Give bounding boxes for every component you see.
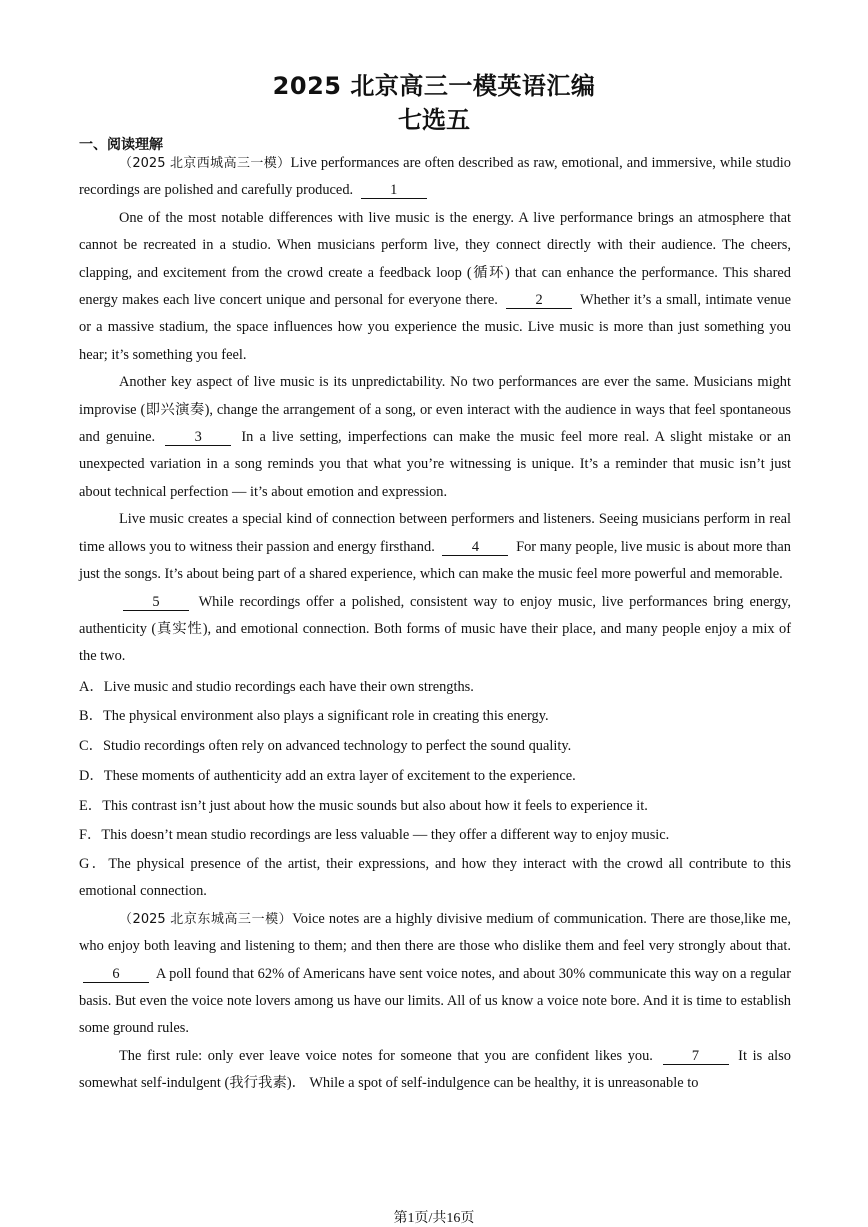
blank-5: 5 (123, 594, 189, 611)
passage1-paragraph-5 (79, 589, 791, 671)
passage-text: Whether it’s a small, intimate venue or a massive stadium, the space influences how you experience the music. Live music is more than just something you hear; it’s something you feel. (79, 292, 791, 363)
blank-6: 6 (83, 966, 149, 983)
option-letter: F． (79, 827, 102, 844)
passage-text: One of the most notable differences with live music is the energy. A live performance brings an atmosphere that cannot be recreated in a studio. When musicians perform live, they connect directly with their audience. The cheers, clapping, and excitement from the crowd create a feedback loop (循环) that can enhance the performance. This shared energy makes each live concert unique and personal for everyone there. (79, 209, 791, 309)
option-text: Live music and studio recordings each have their own strengths. (103, 678, 474, 695)
option-text: This contrast isn’t just about how the music sounds but also about how it feels to experience it. (102, 797, 648, 814)
option-letter: E． (79, 797, 103, 814)
passage-text: Another key aspect of live music is its unpredictability. No two performances are ever the same. Musicians might improvise (即兴演奏), change the arrangement of a song, or even interact with the audience in ways that feel spontaneous and genuine. (79, 374, 791, 446)
passage1-paragraph-3 (79, 369, 791, 506)
passage-text: The first rule: only ever leave voice notes for someone that you are confident likes you. (119, 1047, 653, 1064)
option-c (79, 732, 791, 762)
passage2-paragraph-2 (79, 1043, 791, 1098)
option-text: The physical presence of the artist, their expressions, and how they interact with the crowd all contribute to this emotional connection. (79, 855, 791, 900)
passage-text: Live performances are often described as raw, emotional, and immersive, while studio recordings are polished and carefully produced. (79, 155, 792, 199)
option-text: The physical environment also plays a significant role in creating this energy. (103, 708, 549, 725)
option-letter: C． (79, 738, 103, 755)
passage-text: It is also somewhat self-indulgent (我行我素)． While a spot of self-indulgence can be healthy, it is unreasonable to (79, 1047, 791, 1092)
blank-1: 1 (361, 182, 427, 199)
passage2-source: （2025 北京东城高三一模） (119, 911, 293, 927)
option-text: Studio recordings often rely on advanced technology to perfect the sound quality. (103, 738, 572, 755)
section-heading: 一、阅读理解 (79, 137, 163, 153)
option-letter: A． (79, 678, 104, 695)
option-a (79, 673, 791, 703)
passage1-intro (79, 150, 791, 205)
page-number: 第1页/共16页 (393, 1211, 475, 1226)
document-title: 2025 北京高三一模英语汇编 (272, 72, 596, 100)
option-letter: D． (79, 767, 104, 784)
option-g (79, 851, 791, 906)
option-letter: G． (79, 855, 109, 872)
option-e (79, 792, 791, 822)
passage-text: Voice notes are a highly divisive medium of communication. There are those,like me, who enjoy both leaving and listening to them; and then there are those who dislike them and feel very strongly about that. (79, 910, 791, 955)
option-text: This doesn’t mean studio recordings are less valuable — they offer a different way to enjoy music. (101, 827, 670, 844)
document-body (79, 150, 791, 1098)
blank-7: 7 (663, 1048, 729, 1065)
passage-text: For many people, live music is about more than just the songs. It’s about being part of a shared experience, which can make the music feel more powerful and memorable. (79, 538, 791, 583)
document-subtitle: 七选五 (398, 106, 470, 134)
passage-text: In a live setting, imperfections can make the music feel more real. A slight mistake or an unexpected variation in a song reminds you that what you’re witnessing is unique. It’s a reminder that music isn’t just about technical perfection — it’s about emotion and expression. (79, 429, 791, 500)
passage1-paragraph-4 (79, 506, 791, 588)
passage-text: A poll found that 62% of Americans have sent voice notes, and about 30% communicate this way on a regular basis. But even the voice note lovers among us have our limits. All of us know a voice note bore. And it is time to establish some ground rules. (79, 965, 791, 1037)
option-text: These moments of authenticity add an extra layer of excitement to the experience. (103, 767, 576, 784)
passage-text: While recordings offer a polished, consistent way to enjoy music, live performances bring energy, authenticity (真实性), and emotional connection. Both forms of music have their place, and many people enjoy a mix of the two. (79, 593, 791, 665)
blank-2: 2 (506, 292, 572, 309)
blank-3: 3 (165, 429, 231, 446)
option-b (79, 702, 791, 732)
blank-4: 4 (442, 539, 508, 556)
passage1-paragraph-2 (79, 205, 791, 369)
passage1-source: （2025 北京西城高三一模） (119, 156, 291, 171)
passage2-intro (79, 906, 791, 1043)
option-d (79, 762, 791, 792)
option-f (79, 821, 791, 851)
option-letter: B． (79, 708, 103, 725)
passage-text: Live music creates a special kind of connection between performers and listeners. Seeing musicians perform in real time allows you to witness their passion and energy firsthand. (79, 511, 791, 555)
answer-options (79, 673, 791, 906)
